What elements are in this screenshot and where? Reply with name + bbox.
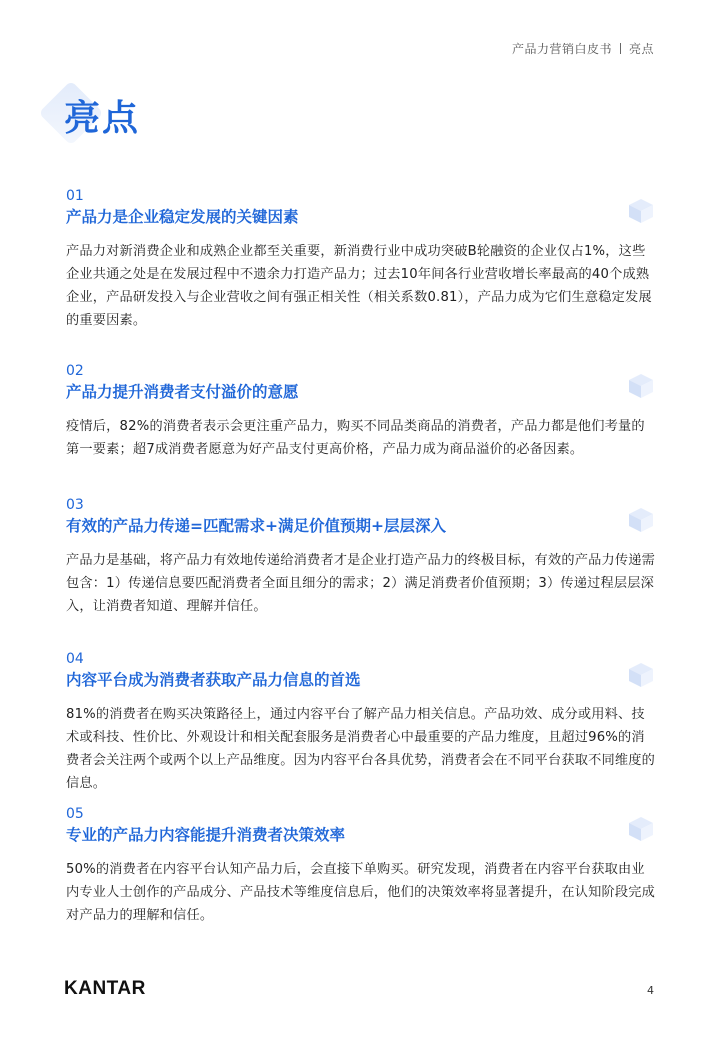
page-title: 亮点 (64, 98, 141, 139)
highlight-section-05 (66, 805, 658, 927)
section-number: 05 (66, 806, 84, 822)
header-section: 亮点 (628, 42, 654, 56)
section-body: 产品力是基础，将产品力有效地传递给消费者才是企业打造产品力的终极目标，有效的产品力传递需包含：1）传递信息要匹配消费者全面且细分的需求；2）满足消费者价值预期；3）传递过程层层深入，让消费者知道、理解并信任。 (66, 553, 656, 614)
page-title-block (50, 84, 190, 144)
section-number: 04 (66, 651, 84, 667)
header-doc-title: 产品力营销白皮书 (511, 42, 612, 56)
page-number: 4 (647, 984, 654, 997)
highlight-section-02 (66, 362, 658, 461)
section-heading: 产品力提升消费者支付溢价的意愿 (66, 383, 299, 401)
cube-icon (628, 373, 654, 399)
section-number: 03 (66, 497, 84, 513)
highlight-section-03 (66, 496, 658, 618)
cube-icon (628, 507, 654, 533)
section-body: 产品力对新消费企业和成熟企业都至关重要，新消费行业中成功突破B轮融资的企业仅占1%，这些企业共通之处是在发展过程中不遗余力打造产品力；过去10年间各行业营收增长率最高的40个成熟企业，产品研发投入与企业营收之间有强正相关性（相关系数0.81），产品力成为它们生意稳定发展的重要因素。 (66, 244, 652, 328)
section-number: 01 (66, 188, 84, 204)
section-body: 疫情后，82%的消费者表示会更注重产品力，购买不同品类商品的消费者，产品力都是他们考量的第一要素；超7成消费者愿意为好产品支付更高价格，产品力成为商品溢价的必备因素。 (66, 419, 645, 457)
section-heading: 有效的产品力传递=匹配需求+满足价值预期+层层深入 (66, 517, 446, 535)
cube-icon (628, 198, 654, 224)
kantar-logo: KANTAR (64, 978, 146, 999)
section-body: 50%的消费者在内容平台认知产品力后，会直接下单购买。研究发现，消费者在内容平台获取由业内专业人士创作的产品成分、产品技术等维度信息后，他们的决策效率将显著提升，在认知阶段完成对产品力的理解和信任。 (66, 862, 656, 923)
header-divider (620, 43, 621, 54)
running-header (512, 40, 654, 57)
section-number: 02 (66, 363, 84, 379)
highlight-section-04 (66, 650, 658, 795)
cube-icon (628, 816, 654, 842)
highlight-section-01 (66, 187, 658, 332)
cube-icon (628, 662, 654, 688)
section-heading: 专业的产品力内容能提升消费者决策效率 (66, 826, 346, 844)
section-heading: 产品力是企业稳定发展的关键因素 (66, 208, 299, 226)
section-heading: 内容平台成为消费者获取产品力信息的首选 (66, 671, 361, 689)
section-body: 81%的消费者在购买决策路径上，通过内容平台了解产品力相关信息。产品功效、成分或用料、技术或科技、性价比、外观设计和相关配套服务是消费者心中最重要的产品力维度，且超过96%的消费者会关注两个或两个以上产品维度。因为内容平台各具优势，消费者会在不同平台获取不同维度的信息。 (66, 707, 656, 791)
